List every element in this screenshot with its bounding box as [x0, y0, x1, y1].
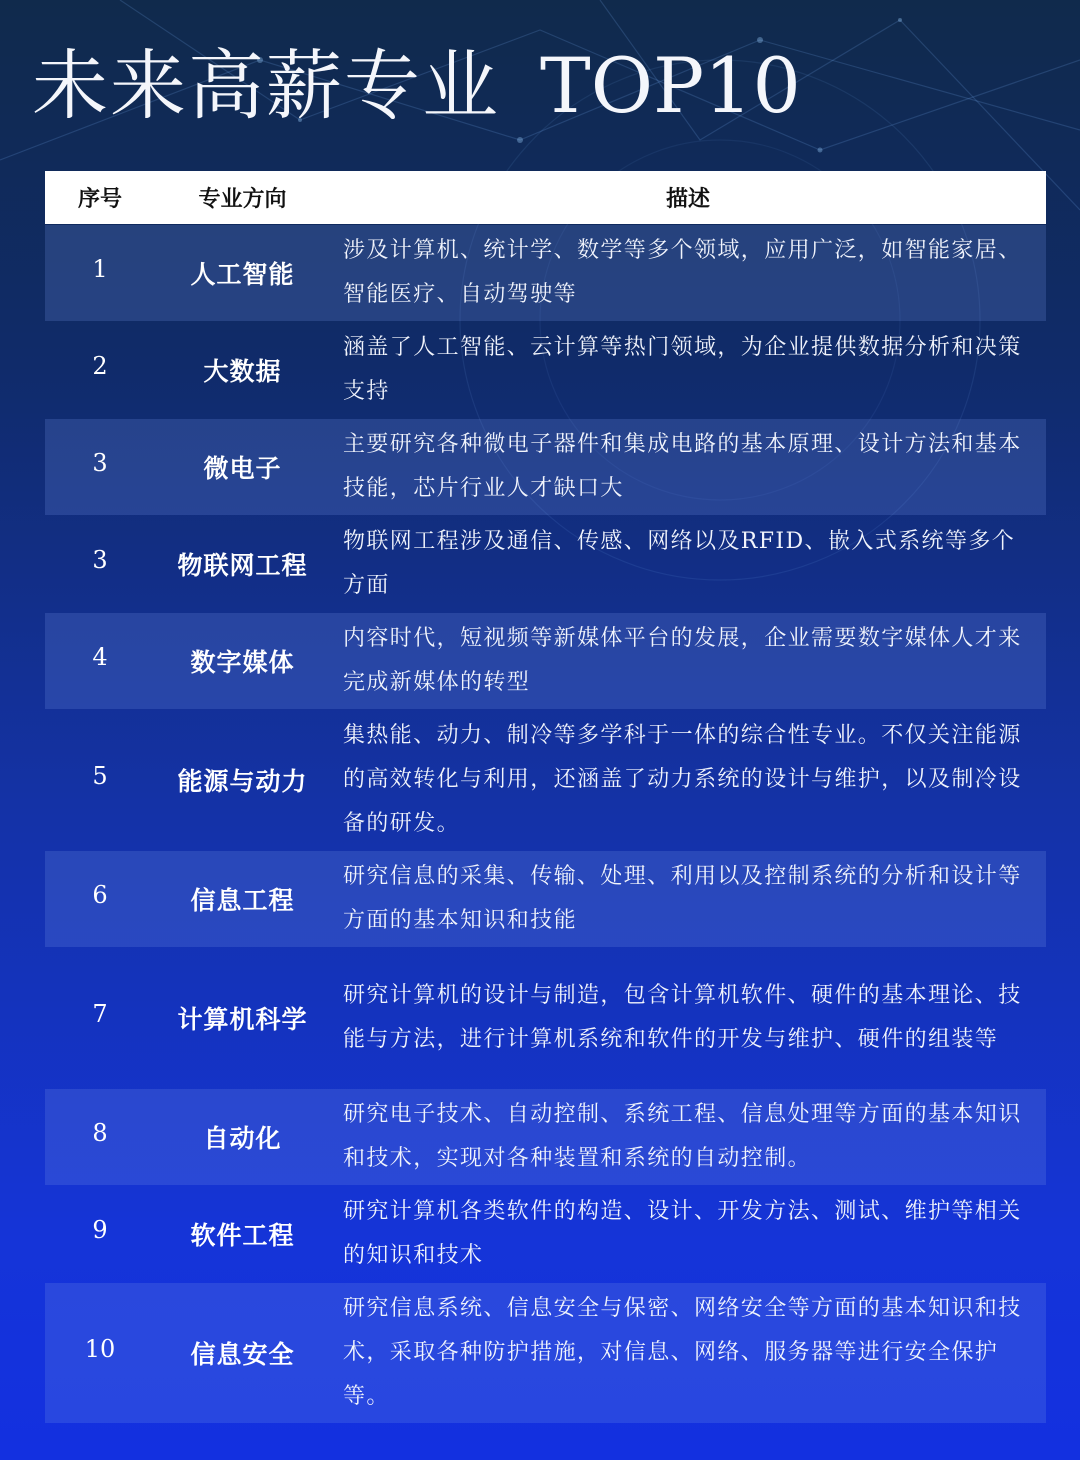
row-name: 微电子 [203, 454, 282, 483]
row-desc: 研究电子技术、自动控制、系统工程、信息处理等方面的基本知识和技术，实现对各种装置和系统的自动控制。 [343, 1102, 1022, 1171]
header-no: 序号 [77, 186, 122, 212]
row-name: 大数据 [203, 357, 282, 386]
row-desc: 研究计算机的设计与制造，包含计算机软件、硬件的基本理论、技能与方法，进行计算机系统和软件的开发与维护、硬件的组装等 [343, 983, 1022, 1052]
table-row [45, 1283, 1046, 1423]
row-desc: 涉及计算机、统计学、数学等多个领域，应用广泛，如智能家居、智能医疗、自动驾驶等 [343, 238, 1022, 307]
row-name: 数字媒体 [190, 648, 295, 677]
table-row [45, 613, 1046, 709]
row-no: 3 [92, 546, 108, 574]
table-row [45, 948, 1046, 1088]
row-desc: 研究信息系统、信息安全与保密、网络安全等方面的基本知识和技术，采取各种防护措施，对信息、网络、服务器等进行安全保护等。 [343, 1296, 1022, 1409]
row-name: 人工智能 [190, 260, 295, 289]
table-row [45, 710, 1046, 850]
table-row [45, 1089, 1046, 1185]
row-name: 信息工程 [190, 886, 295, 915]
row-no: 10 [84, 1335, 116, 1363]
page-title [32, 40, 801, 132]
row-name: 计算机科学 [177, 1005, 308, 1034]
row-desc: 内容时代，短视频等新媒体平台的发展，企业需要数字媒体人才来完成新媒体的转型 [343, 626, 1022, 695]
row-desc: 涵盖了人工智能、云计算等热门领域，为企业提供数据分析和决策支持 [343, 335, 1022, 404]
table-row [45, 851, 1046, 947]
row-no: 9 [92, 1216, 108, 1244]
row-no: 7 [92, 1000, 108, 1028]
row-no: 1 [92, 255, 108, 283]
row-name: 自动化 [203, 1124, 282, 1153]
table-row [45, 1186, 1046, 1282]
row-no: 2 [92, 352, 108, 380]
page-title-en: TOP10 [540, 41, 801, 130]
row-desc: 主要研究各种微电子器件和集成电路的基本原理、设计方法和基本技能，芯片行业人才缺口大 [343, 432, 1022, 501]
row-desc: 研究信息的采集、传输、处理、利用以及控制系统的分析和设计等方面的基本知识和技能 [343, 864, 1022, 933]
header-desc: 描述 [665, 186, 710, 212]
table-row [45, 322, 1046, 418]
row-no: 3 [92, 449, 108, 477]
row-no: 4 [92, 643, 108, 671]
row-name: 软件工程 [190, 1221, 295, 1250]
row-desc: 集热能、动力、制冷等多学科于一体的综合性专业。不仅关注能源的高效转化与利用，还涵盖了动力系统的设计与维护，以及制冷设备的研发。 [343, 723, 1022, 836]
row-no: 5 [92, 762, 108, 790]
table-row [45, 419, 1046, 515]
table-header [45, 171, 1046, 224]
row-name: 信息安全 [190, 1340, 295, 1369]
row-desc: 物联网工程涉及通信、传感、网络以及RFID、嵌入式系统等多个方面 [343, 529, 1016, 598]
table-row [45, 225, 1046, 321]
header-name: 专业方向 [198, 186, 287, 212]
page-title-cn: 未来高薪专业 [32, 41, 500, 130]
table-row [45, 516, 1046, 612]
row-no: 6 [92, 881, 108, 909]
row-name: 能源与动力 [177, 767, 308, 796]
row-name: 物联网工程 [177, 551, 308, 580]
row-no: 8 [92, 1119, 108, 1147]
majors-table [45, 171, 1046, 1423]
row-desc: 研究计算机各类软件的构造、设计、开发方法、测试、维护等相关的知识和技术 [343, 1199, 1022, 1268]
